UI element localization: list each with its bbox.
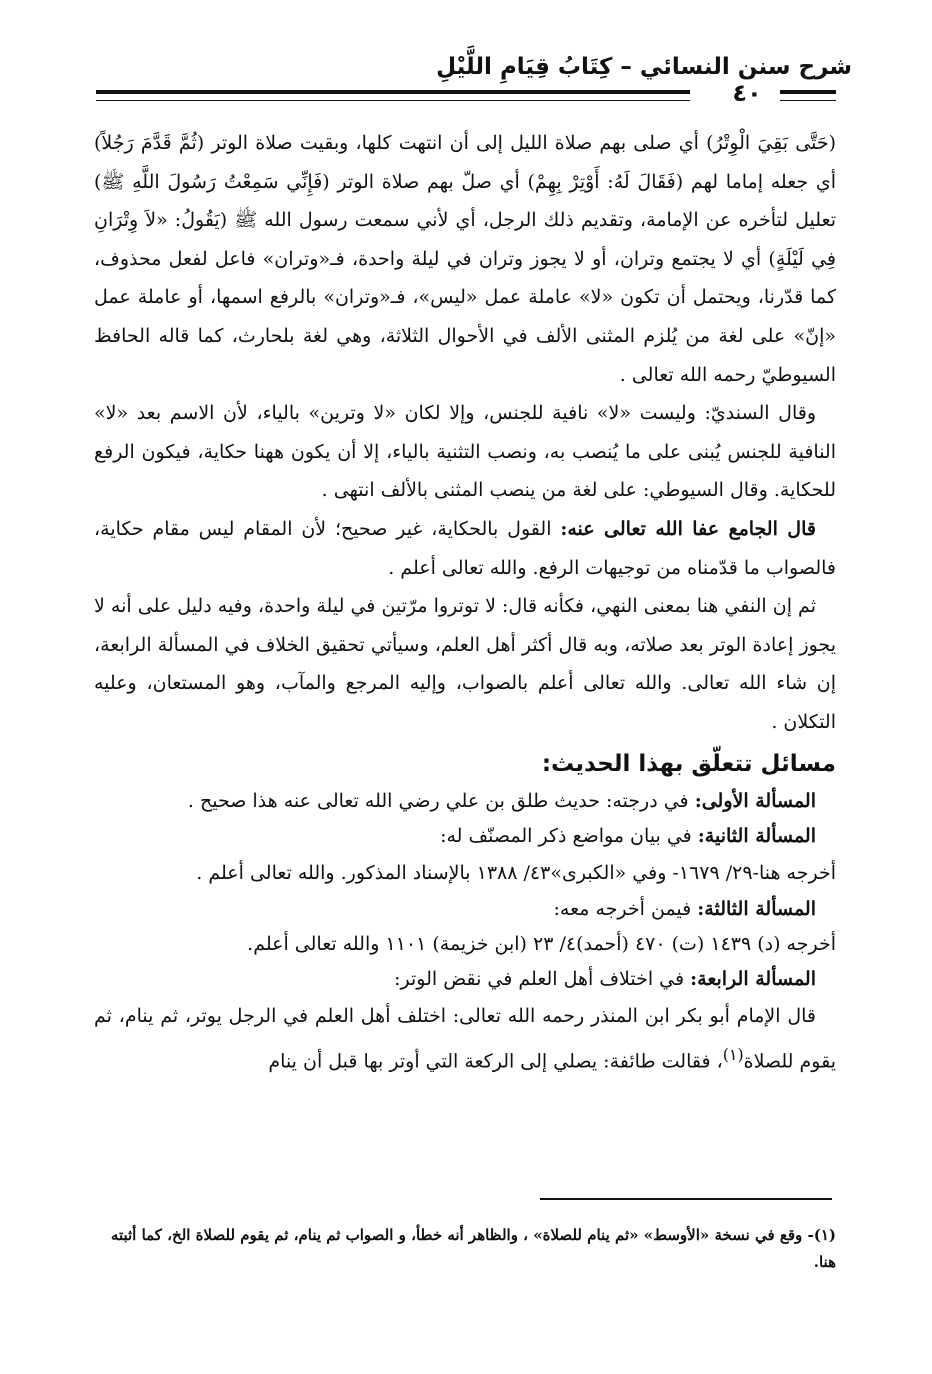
issue-2-label: المسألة الثانية: xyxy=(697,824,816,847)
footnote-separator xyxy=(540,1198,832,1200)
section-heading: مسائل تتعلّق بهذا الحديث: xyxy=(541,750,836,777)
issue-2-text: في بيان مواضع ذكر المصنّف له: xyxy=(440,824,698,847)
issue-3-detail: أخرجه (د) ١٤٣٩ (ت) ٤٧٠ (أحمد)٤/ ٢٣ (ابن خزيمة) ١١٠١ والله تعالى أعلم. xyxy=(247,933,836,956)
footnote-text: (١)- وقع في نسخة «الأوسط» «ثم ينام للصلاة» ، والظاهر أنه خطأ، و الصواب ثم ينام، ثم يقوم للصلاة الخ، كما أثبته هنا. xyxy=(110,1226,836,1271)
issue-4-label: المسألة الرابعة: xyxy=(690,968,816,991)
issue-1-label: المسألة الأولى: xyxy=(694,789,816,812)
compiler-note-lead: قال الجامع عفا الله تعالى عنه: xyxy=(560,517,816,540)
issue-1-text: في درجته: حديث طلق بن علي رضي الله تعالى عنه هذا صحيح . xyxy=(187,789,695,812)
issue-3-text: فيمن أخرجه معه: xyxy=(553,898,698,921)
footnote-ref-marker: (١) xyxy=(722,1044,744,1064)
issue-4 xyxy=(94,962,836,997)
footnote xyxy=(94,1222,836,1276)
header-rule-right-thin xyxy=(780,100,836,101)
header-rule-right-thick xyxy=(780,90,836,94)
header-rule-left-thin xyxy=(96,100,690,101)
compiler-note-paragraph xyxy=(94,510,836,587)
issue-2-detail: أخرجه هنا-٢٩/ ١٦٧٩- وفي «الكبرى»٤٣/ ١٣٨٨ بالإسناد المذكور. والله تعالى أعلم . xyxy=(196,861,836,884)
compiler-note-text: القول بالحكاية، غير صحيح؛ لأن المقام ليس مقام حكاية، فالصواب ما قدّمناه من توجيهات الرفع. والله تعالى أعلم . xyxy=(94,517,836,579)
header-rule-left-thick xyxy=(96,90,690,94)
page-number: ٤٠ xyxy=(732,79,762,107)
running-header-title: شرح سنن النسائي – كِتَابُ قِيَامِ اللَّيْلِ xyxy=(436,54,852,80)
ruling-paragraph: ثم إن النفي هنا بمعنى النهي، فكأنه قال: لا توتروا مرّتين في ليلة واحدة، وفيه دليل على أنه لا يجوز إعادة الوتر بعد صلاته، وبه قال أكثر أهل العلم، وسيأتي تحقيق الخلاف في المسألة الرابعة، إن شاء الله تعالى. والله تعالى أعلم بالصواب، وإليه المرجع والمآب، وهو المستعان، وعليه التكلان . xyxy=(94,595,836,733)
issue-4-detail xyxy=(94,997,836,1081)
commentary-paragraph: (حَتَّى بَقِيَ الْوِتْرُ) أي صلى بهم صلاة الليل إلى أن انتهت كلها، وبقيت صلاة الوتر (ثُمَّ قَدَّمَ رَجُلاً) أي جعله إماما لهم (فَقَالَ لَهُ: أَوْتِرْ بِهِمْ) أي صلّ بهم صلاة الوتر (فَإِنِّي سَمِعْتُ رَسُولَ اللَّهِ ﷺ) تعليل لتأخره عن الإمامة، وتقديم ذلك الرجل، أي لأني سمعت رسول الله ﷺ (يَقُولُ: «لاَ وِتْرَانِ فِي لَيْلَةٍ) أي لا يجتمع وتران، أو لا يجوز وتران في ليلة واحدة، فـ«وتران» فاعل لفعل محذوف، كما قدّرنا، ويحتمل أن تكون «لا» عاملة عمل «ليس»، فـ«وتران» بالرفع اسمها، أو عاملة عمل «إنّ» على لغة من يُلزم المثنى الألف في الأحوال الثلاثة، وهي لغة بلحارث، كما قاله الحافظ السيوطيّ رحمه الله تعالى . xyxy=(94,132,836,386)
issue-3 xyxy=(94,892,836,927)
issue-1 xyxy=(94,784,836,819)
issue-4-detail-text: قال الإمام أبو بكر ابن المنذر رحمه الله تعالى: اختلف أهل العلم في الرجل يوتر، ثم ينام، ثم يقوم للصلاة xyxy=(94,1005,836,1073)
issue-2 xyxy=(94,819,836,854)
issue-4-text: في اختلاف أهل العلم في نقض الوتر: xyxy=(394,968,691,991)
sindi-quote-paragraph: وقال السنديّ: وليست «لا» نافية للجنس، وإلا لكان «لا وترين» بالياء، لأن الاسم بعد «لا» النافية للجنس يُبنى على ما يُنصب به، ونصب التثنية بالياء، إلا أن يكون ههنا حكاية، فيكون الرفع للحكاية. وقال السيوطي: على لغة من ينصب المثنى بالألف انتهى . xyxy=(94,402,836,502)
issue-4-detail-tail: ، فقالت طائفة: يصلي إلى الركعة التي أوتر بها قبل أن ينام xyxy=(268,1050,723,1073)
issue-3-label: المسألة الثالثة: xyxy=(697,898,816,921)
main-text xyxy=(94,124,836,1081)
